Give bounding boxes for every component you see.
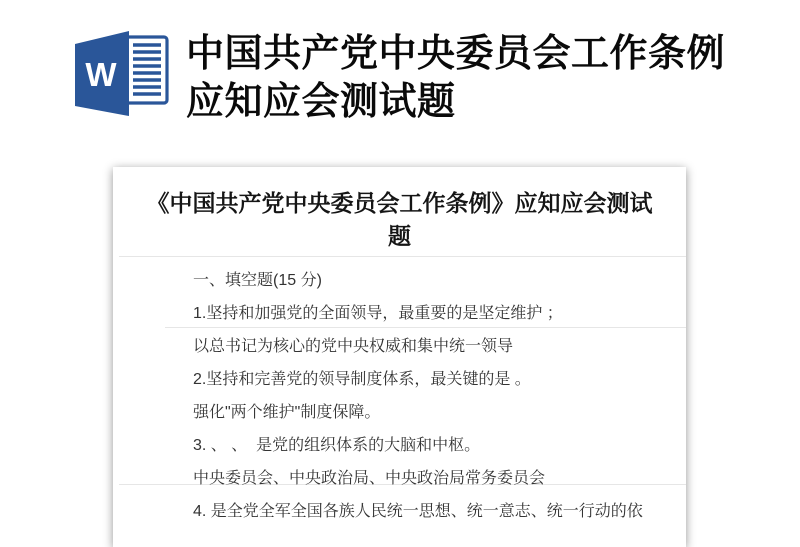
page-title [186,30,766,126]
page-title-line1: 中国共产党中央委员会工作条例 [186,33,726,75]
svg-text:W: W [85,56,117,93]
separator-line [119,256,686,257]
document-text-line: 以总书记为核心的党中央权威和集中统一领导 [193,338,514,355]
document-title-line1: 《中国共产党中央委员会工作条例》应知应会测试 [146,190,653,216]
word-file-icon [74,26,170,120]
document-text-line: 4. 是全党全军全国各族人民统一思想、统一意志、统一行动的依 [193,503,643,520]
document-text-line: 2.坚持和完善党的领导制度体系，最关键的是 。 [193,371,531,388]
separator-line [165,327,686,328]
page-title-line2: 应知应会测试题 [186,81,456,123]
page-header [0,0,800,150]
document-title [113,187,686,253]
document-text-line: 1.坚持和加强党的全面领导，最重要的是坚定维护 ； [193,305,563,322]
document-text-line: 中央委员会、中央政治局、中央政治局常务委员会 [193,470,546,487]
document-text-line: 3. 、 、 是党的组织体系的大脑和中枢。 [193,437,481,454]
document-title-line2: 题 [388,223,411,249]
document-text-line: 强化"两个维护"制度保障。 [193,404,381,421]
section-heading: 一、填空题(15 分) [193,272,322,289]
document-preview-page [113,167,686,547]
